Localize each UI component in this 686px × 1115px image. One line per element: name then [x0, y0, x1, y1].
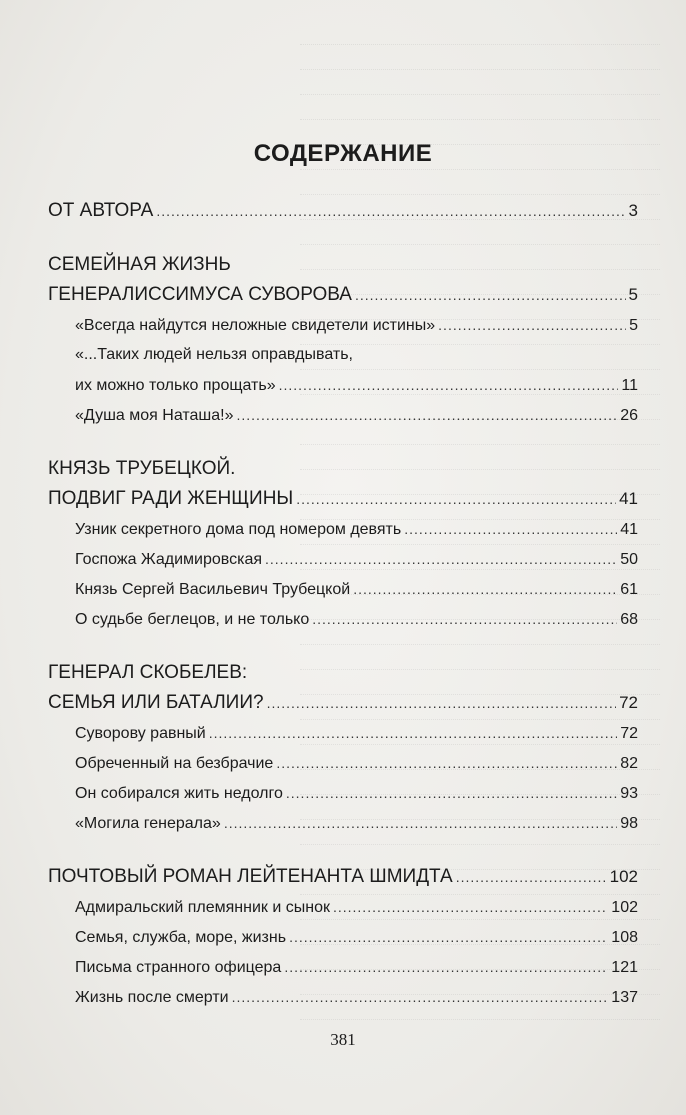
leader-dots — [438, 310, 626, 340]
toc-entry[interactable] — [48, 196, 638, 226]
leader-dots — [353, 574, 617, 604]
leader-dots — [237, 400, 618, 430]
toc-subentry[interactable] — [48, 922, 638, 952]
leader-dots — [224, 808, 617, 838]
page-number: 381 — [330, 1030, 356, 1049]
table-of-contents — [48, 196, 638, 1012]
toc-subentry[interactable] — [48, 544, 638, 574]
toc-entry-title: Узник секретного дома под номером девять — [75, 521, 402, 538]
leader-dots — [456, 862, 607, 892]
leader-dots — [276, 748, 617, 778]
toc-section-heading-line — [48, 250, 638, 280]
toc-entry-title: Госпожа Жадимировская — [75, 551, 263, 568]
toc-section-heading-line — [48, 658, 638, 688]
toc-entry-title: ГЕНЕРАЛ СКОБЕЛЕВ: — [48, 662, 248, 683]
toc-entry-title: «...Таких людей нельзя оправдывать, — [75, 346, 353, 363]
toc-entry-title: Семья, служба, море, жизнь — [75, 929, 287, 946]
toc-entry-title: ПОДВИГ РАДИ ЖЕНЩИНЫ — [48, 488, 294, 509]
toc-page-number: 41 — [619, 489, 638, 508]
leader-dots — [267, 688, 617, 718]
toc-entry-title: их можно только прощать» — [75, 377, 276, 394]
leader-dots — [286, 778, 617, 808]
toc-page-number: 137 — [611, 989, 638, 1006]
leader-dots — [156, 196, 625, 226]
toc-page-number: 82 — [620, 755, 638, 772]
toc-page-number: 3 — [628, 201, 638, 220]
toc-page-number: 102 — [611, 899, 638, 916]
toc-page-number: 102 — [609, 867, 638, 886]
toc-subentry[interactable] — [48, 514, 638, 544]
toc-subentry[interactable] — [48, 952, 638, 982]
toc-section-heading-line — [48, 454, 638, 484]
toc-subentry[interactable] — [48, 748, 638, 778]
toc-entry-title: Он собирался жить недолго — [75, 785, 283, 802]
leader-dots — [404, 514, 617, 544]
toc-entry[interactable] — [48, 484, 638, 514]
leader-dots — [284, 952, 608, 982]
leader-dots — [265, 544, 617, 574]
toc-page-number: 50 — [620, 551, 638, 568]
toc-entry-title: Жизнь после смерти — [75, 989, 229, 1006]
toc-subentry-line — [48, 340, 638, 370]
toc-entry-title: ПОЧТОВЫЙ РОМАН ЛЕЙТЕНАНТА ШМИДТА — [48, 866, 453, 887]
toc-page-number: 5 — [629, 317, 638, 334]
toc-entry-title: «Всегда найдутся неложные свидетели истины» — [75, 317, 436, 334]
toc-entry-title: О судьбе беглецов, и не только — [75, 611, 310, 628]
toc-entry-title: Суворову равный — [75, 725, 206, 742]
toc-entry-title: Обреченный на безбрачие — [75, 755, 274, 772]
toc-entry[interactable] — [48, 280, 638, 310]
toc-subentry[interactable] — [48, 892, 638, 922]
toc-entry-title: СЕМЬЯ ИЛИ БАТАЛИИ? — [48, 692, 264, 713]
toc-entry-title: Письма странного офицера — [75, 959, 282, 976]
toc-entry-title: ОТ АВТОРА — [48, 200, 154, 221]
toc-entry-title: ГЕНЕРАЛИССИМУСА СУВОРОВА — [48, 284, 352, 305]
page-title: СОДЕРЖАНИЕ — [253, 140, 433, 167]
toc-subentry[interactable] — [48, 310, 638, 340]
toc-page-number: 121 — [611, 959, 638, 976]
toc-page-number: 61 — [620, 581, 638, 598]
toc-subentry[interactable] — [48, 982, 638, 1012]
toc-entry-title: «Могила генерала» — [75, 815, 221, 832]
toc-page-number: 98 — [620, 815, 638, 832]
toc-subentry[interactable] — [48, 604, 638, 634]
leader-dots — [355, 280, 626, 310]
toc-page-number: 72 — [619, 693, 638, 712]
leader-dots — [209, 718, 617, 748]
toc-entry[interactable] — [48, 862, 638, 892]
toc-entry-title: СЕМЕЙНАЯ ЖИЗНЬ — [48, 254, 231, 275]
toc-page-number: 108 — [611, 929, 638, 946]
toc-subentry[interactable] — [48, 400, 638, 430]
toc-subentry[interactable] — [48, 778, 638, 808]
toc-entry-title: КНЯЗЬ ТРУБЕЦКОЙ. — [48, 458, 236, 479]
toc-page-number: 5 — [628, 285, 638, 304]
toc-subentry[interactable] — [48, 808, 638, 838]
leader-dots — [312, 604, 617, 634]
toc-page-number: 68 — [620, 611, 638, 628]
toc-entry-title: Князь Сергей Васильевич Трубецкой — [75, 581, 351, 598]
toc-page-number: 41 — [620, 521, 638, 538]
toc-page-number: 72 — [620, 725, 638, 742]
toc-page-number: 93 — [620, 785, 638, 802]
toc-subentry[interactable] — [48, 718, 638, 748]
toc-page-number: 11 — [621, 377, 638, 394]
leader-dots — [296, 484, 616, 514]
leader-dots — [279, 370, 619, 400]
toc-page-number: 26 — [620, 407, 638, 424]
toc-entry-title: Адмиральский племянник и сынок — [75, 899, 330, 916]
leader-dots — [232, 982, 609, 1012]
toc-subentry[interactable] — [48, 370, 638, 400]
leader-dots — [289, 922, 608, 952]
toc-entry[interactable] — [48, 688, 638, 718]
toc-entry-title: «Душа моя Наташа!» — [75, 407, 234, 424]
leader-dots — [333, 892, 608, 922]
toc-subentry[interactable] — [48, 574, 638, 604]
